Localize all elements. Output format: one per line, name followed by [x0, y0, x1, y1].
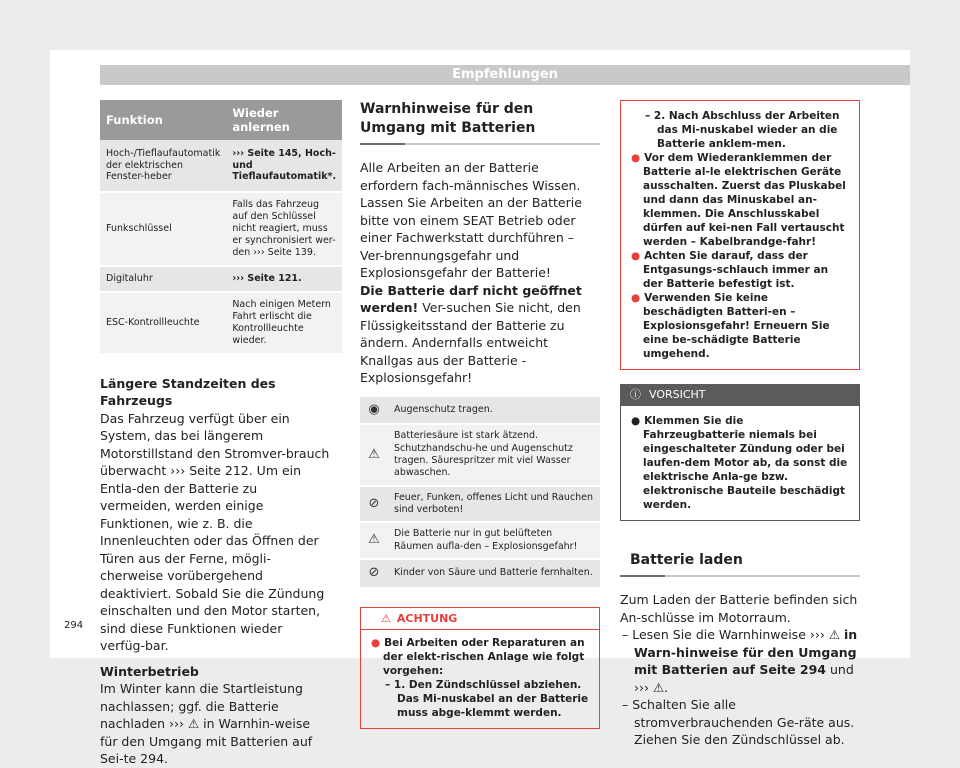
no-children-icon: ⊘: [360, 559, 388, 588]
symbol-row: [360, 522, 600, 559]
battery-charge-title: Batterie laden: [620, 551, 860, 577]
battery-warnings-title: Warnhinweise für den Umgang mit Batterien: [360, 100, 600, 145]
table-row: [100, 292, 342, 354]
table-row: [100, 266, 342, 292]
achtung-body: [361, 630, 599, 728]
winter-text: Im Winter kann die Startleistung nachlassen; ggf. die Batterie nachladen ››› ⚠ in Warnhin-weise für den Umgang mit Batterien auf Sei-te 294.: [100, 681, 313, 766]
bullet-icon: ●: [631, 292, 641, 304]
symbol-row: [360, 486, 600, 523]
battery-open-warning: [360, 282, 600, 387]
table-cell-function: Hoch-/Tieflaufautomatik der elektrischen Fenster-heber: [100, 140, 226, 192]
charge-step: – Schalten Sie alle stromverbrauchenden Ge-räte aus. Ziehen Sie den Zündschlüssel ab.: [622, 697, 855, 747]
table-cell-relearn[interactable]: ››› Seite 121.: [226, 266, 342, 292]
corrosive-icon: ⚠: [360, 424, 388, 485]
dash-icon: –: [385, 679, 394, 692]
column-right: [620, 100, 860, 749]
table-row: [100, 140, 342, 192]
battery-open-rest: Ver-suchen Sie nicht, den Flüssigkeitsstand der Batterie zu ändern. Andernfalls entweicht Knallgas aus der Batterie - Explosionsgefahr!: [360, 300, 581, 385]
table-cell-relearn: Nach einigen Metern Fahrt erlischt die Kontrollleuchte wieder.: [226, 292, 342, 354]
bullet-icon: ●: [631, 152, 641, 164]
charge-intro: Zum Laden der Batterie befinden sich An-schlüsse im Motorraum.: [620, 592, 858, 625]
bullet-icon: ●: [371, 637, 381, 650]
standzeit-heading: Längere Standzeiten des Fahrzeugs: [100, 375, 276, 408]
achtung-item: ● Achten Sie darauf, dass der Entgasungs-schlauch immer an der Batterie befestigt ist.: [631, 250, 829, 290]
standzeit-text: Das Fahrzeug verfügt über ein System, das bei längerem Motorstillstand den Stromver-brauch überwacht ››› Seite 212. Um ein Entla-den der Batterie zu vermeiden, werden einige Funktionen, wie z. B. die Innenleuchten oder das Öffnen der Türen aus der Ferne, mögli-cherweise vorübergehend deaktiviert. Sobald Sie die Zündung einschalten und den Motor starten, sind diese Funktionen wieder verfüg-bar.: [100, 410, 330, 653]
warning-icon: ⚠: [381, 612, 391, 626]
table-header-relearn: Wieder anlernen: [226, 100, 342, 140]
vorsicht-item: ● Klemmen Sie die Fahrzeugbatterie niemals bei eingeschalteter Zündung oder bei laufen-dem Motor ab, da sonst die elektrische Anla-ge bzw. elektronische Bauteile beschädigt werden.: [631, 415, 848, 511]
battery-intro: Alle Arbeiten an der Batterie erfordern fach-männisches Wissen. Lassen Sie Arbeiten an der Batterie bitte von einem SEAT Betrieb oder einer Fachwerkstatt durchführen – Ver-brennungsgefahr und Explosionsgefahr der Batterie!: [360, 160, 582, 280]
winter-heading: Winterbetrieb: [100, 663, 199, 679]
symbol-table: [360, 397, 600, 590]
symbol-text: Feuer, Funken, offenes Licht und Rauchen sind verboten!: [388, 486, 600, 523]
symbol-text: Batteriesäure ist stark ätzend. Schutzhandschu-he und Augenschutz tragen. Säurespritzer mit viel Wasser abwaschen.: [388, 424, 600, 485]
achtung-subitem: – 2. Nach Abschluss der Arbeiten das Mi-nuskabel wieder an die Batterie anklem-men.: [645, 110, 840, 150]
vorsicht-header: ⓘ VORSICHT: [620, 384, 860, 406]
column-middle: [360, 100, 600, 729]
achtung-item: ● Vor dem Wiederanklemmen der Batterie al-le elektrischen Geräte ausschalten. Zuerst das Pluskabel und dann das Minuskabel an-klemmen. Die Anschlusskabel dürfen auf kei-nen Fall vertauscht werden – Kabelbrandge-fahr!: [631, 152, 846, 248]
table-row: [100, 192, 342, 266]
charge-step: – Lesen Sie die Warnhinweise ››› ⚠ in Warn-hinweise für den Umgang mit Batterien auf Seite 294 und ››› ⚠.: [622, 627, 858, 695]
bullet-icon: ●: [631, 250, 641, 262]
achtung-header: ⚠ ACHTUNG: [361, 608, 599, 630]
table-header-function: Funktion: [100, 100, 226, 140]
info-icon: ⓘ: [630, 388, 641, 401]
column-left: [100, 100, 337, 768]
symbol-row: [360, 559, 600, 588]
no-fire-icon: ⊘: [360, 486, 388, 523]
explosion-icon: ⚠: [360, 522, 388, 559]
section-header: Empfehlungen: [100, 65, 910, 85]
table-cell-function: Funkschlüssel: [100, 192, 226, 266]
achtung-box: [360, 607, 600, 729]
achtung-item: ● Bei Arbeiten oder Reparaturen an der elekt-rischen Anlage wie folgt vorgehen:: [371, 637, 585, 678]
table-cell-relearn[interactable]: ››› Seite 145, Hoch- und Tieflaufautomatik*.: [226, 140, 342, 192]
achtung-item: ● Verwenden Sie keine beschädigten Batteri-en – Explosionsgefahr! Erneuern Sie eine be-schädigte Batterie umgehend.: [631, 292, 830, 360]
bullet-icon: ●: [631, 415, 641, 427]
achtung-box-continued: [620, 100, 860, 370]
page: [50, 50, 910, 766]
symbol-text: Die Batterie nur in gut belüfteten Räumen aufla-den – Explosionsgefahr!: [388, 522, 600, 559]
table-cell-relearn: Falls das Fahrzeug auf den Schlüssel nicht reagiert, muss er synchronisiert wer-den ››› Seite 139.: [226, 192, 342, 266]
table-cell-function: Digitaluhr: [100, 266, 226, 292]
battery-open-lead: Die Batterie darf nicht geöffnet werden!: [360, 282, 582, 315]
symbol-text: Kinder von Säure und Batterie fernhalten.: [388, 559, 600, 588]
symbol-row: [360, 397, 600, 425]
symbol-row: [360, 424, 600, 485]
relearn-table: [100, 100, 342, 355]
vorsicht-body: [620, 406, 860, 521]
dash-icon: –: [645, 110, 654, 122]
goggles-icon: ◉: [360, 397, 388, 425]
page-number: 294: [64, 620, 84, 631]
achtung-subitem: – 1. Den Zündschlüssel abziehen. Das Mi-nuskabel an der Batterie muss abge-klemmt werden.: [385, 679, 589, 720]
table-cell-function: ESC-Kontrollleuchte: [100, 292, 226, 354]
symbol-text: Augenschutz tragen.: [388, 397, 600, 425]
